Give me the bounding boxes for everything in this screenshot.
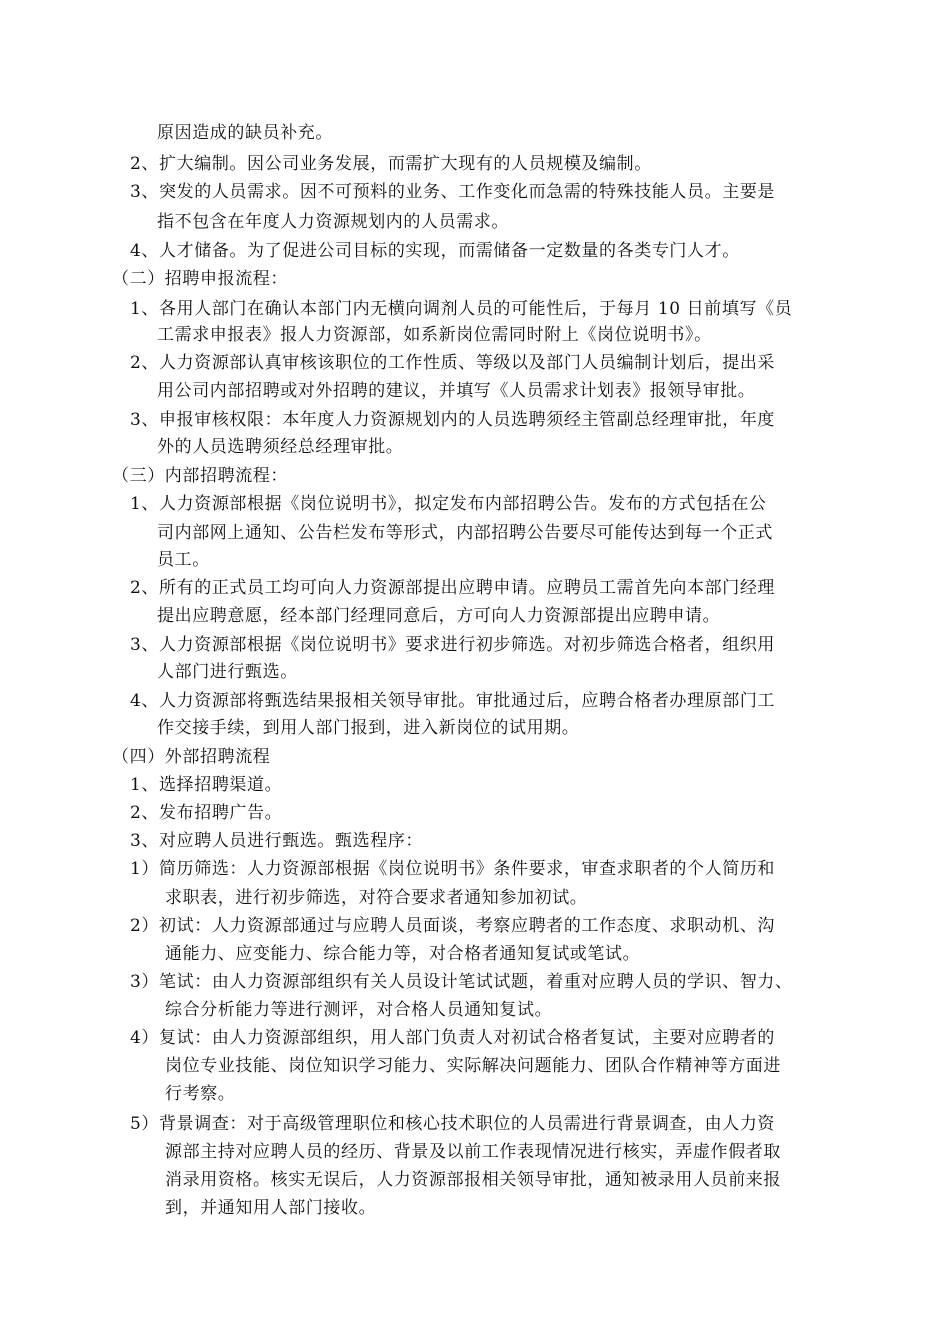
text-line: 人部门进行甄选。 [157, 662, 298, 682]
text-line: 到，并通知用人部门接收。 [165, 1198, 377, 1218]
text-line: 1、人力资源部根据《岗位说明书》，拟定发布内部招聘公告。发布的方式包括在公 [130, 494, 767, 514]
text-line: 求职表，进行初步筛选，对符合要求者通知参加初试。 [165, 888, 588, 908]
section-heading: （四）外部招聘流程 [112, 747, 271, 767]
text-line: 综合分析能力等进行测评，对合格人员通知复试。 [165, 1000, 553, 1020]
text-line: 原因造成的缺员补充。 [157, 123, 333, 143]
text-line: 2）初试：人力资源部通过与应聘人员面谈，考察应聘者的工作态度、求职动机、沟 [130, 916, 776, 936]
section-heading: （二）招聘申报流程： [112, 269, 288, 289]
text-line: 行考察。 [165, 1084, 236, 1104]
text-line: 2、扩大编制。因公司业务发展，而需扩大现有的人员规模及编制。 [130, 154, 652, 174]
text-line: 3、人力资源部根据《岗位说明书》要求进行初步筛选。对初步筛选合格者，组织用 [130, 635, 776, 655]
text-line: 消录用资格。核实无误后，人力资源部报相关领导审批，通知被录用人员前来报 [165, 1170, 781, 1190]
text-line: 员工。 [157, 550, 210, 570]
text-line: 1）简历筛选：人力资源部根据《岗位说明书》条件要求，审查求职者的个人简历和 [130, 859, 776, 879]
text-line: 2、发布招聘广告。 [130, 803, 283, 823]
text-line: 外的人员选聘须经总经理审批。 [157, 437, 404, 457]
text-line: 4、人才储备。为了促进公司目标的实现，而需储备一定数量的各类专门人才。 [130, 241, 740, 261]
text-line: 指不包含在年度人力资源规划内的人员需求。 [157, 212, 509, 232]
text-line: 通能力、应变能力、综合能力等，对合格者通知复试或笔试。 [165, 944, 641, 964]
text-line: 3、突发的人员需求。因不可预料的业务、工作变化而急需的特殊技能人员。主要是 [130, 182, 776, 202]
text-line: 1、选择招聘渠道。 [130, 775, 283, 795]
section-heading: （三）内部招聘流程： [112, 466, 288, 486]
text-line: 3、对应聘人员进行甄选。甄选程序： [130, 831, 424, 851]
text-line: 源部主持对应聘人员的经历、背景及以前工作表现情况进行核实，弄虚作假者取 [165, 1142, 781, 1162]
text-line: 提出应聘意愿，经本部门经理同意后，方可向人力资源部提出应聘申请。 [157, 606, 721, 626]
text-line: 司内部网上通知、公告栏发布等形式，内部招聘公告要尽可能传达到每一个正式 [157, 523, 773, 543]
text-line: 作交接手续，到用人部门报到，进入新岗位的试用期。 [157, 718, 580, 738]
text-line: 5）背景调查：对于高级管理职位和核心技术职位的人员需进行背景调查，由人力资 [130, 1114, 776, 1134]
text-line: 4）复试：由人力资源部组织，用人部门负责人对初试合格者复试，主要对应聘者的 [130, 1028, 776, 1048]
text-line: 1、各用人部门在确认本部门内无横向调剂人员的可能性后，于每月 10 日前填写《员 [130, 299, 793, 319]
text-line: 3、申报审核权限：本年度人力资源规划内的人员选聘须经主管副总经理审批，年度 [130, 410, 776, 430]
text-line: 工需求申报表》报人力资源部，如系新岗位需同时附上《岗位说明书》。 [157, 325, 712, 345]
text-line: 4、人力资源部将甄选结果报相关领导审批。审批通过后，应聘合格者办理原部门工 [130, 691, 776, 711]
text-line: 3）笔试：由人力资源部组织有关人员设计笔试试题，着重对应聘人员的学识、智力、 [130, 972, 793, 992]
text-line: 2、所有的正式员工均可向人力资源部提出应聘申请。应聘员工需首先向本部门经理 [130, 578, 776, 598]
text-line: 用公司内部招聘或对外招聘的建议，并填写《人员需求计划表》报领导审批。 [157, 381, 756, 401]
text-line: 岗位专业技能、岗位知识学习能力、实际解决问题能力、团队合作精神等方面进 [165, 1056, 781, 1076]
text-line: 2、人力资源部认真审核该职位的工作性质、等级以及部门人员编制计划后，提出采 [130, 353, 776, 373]
